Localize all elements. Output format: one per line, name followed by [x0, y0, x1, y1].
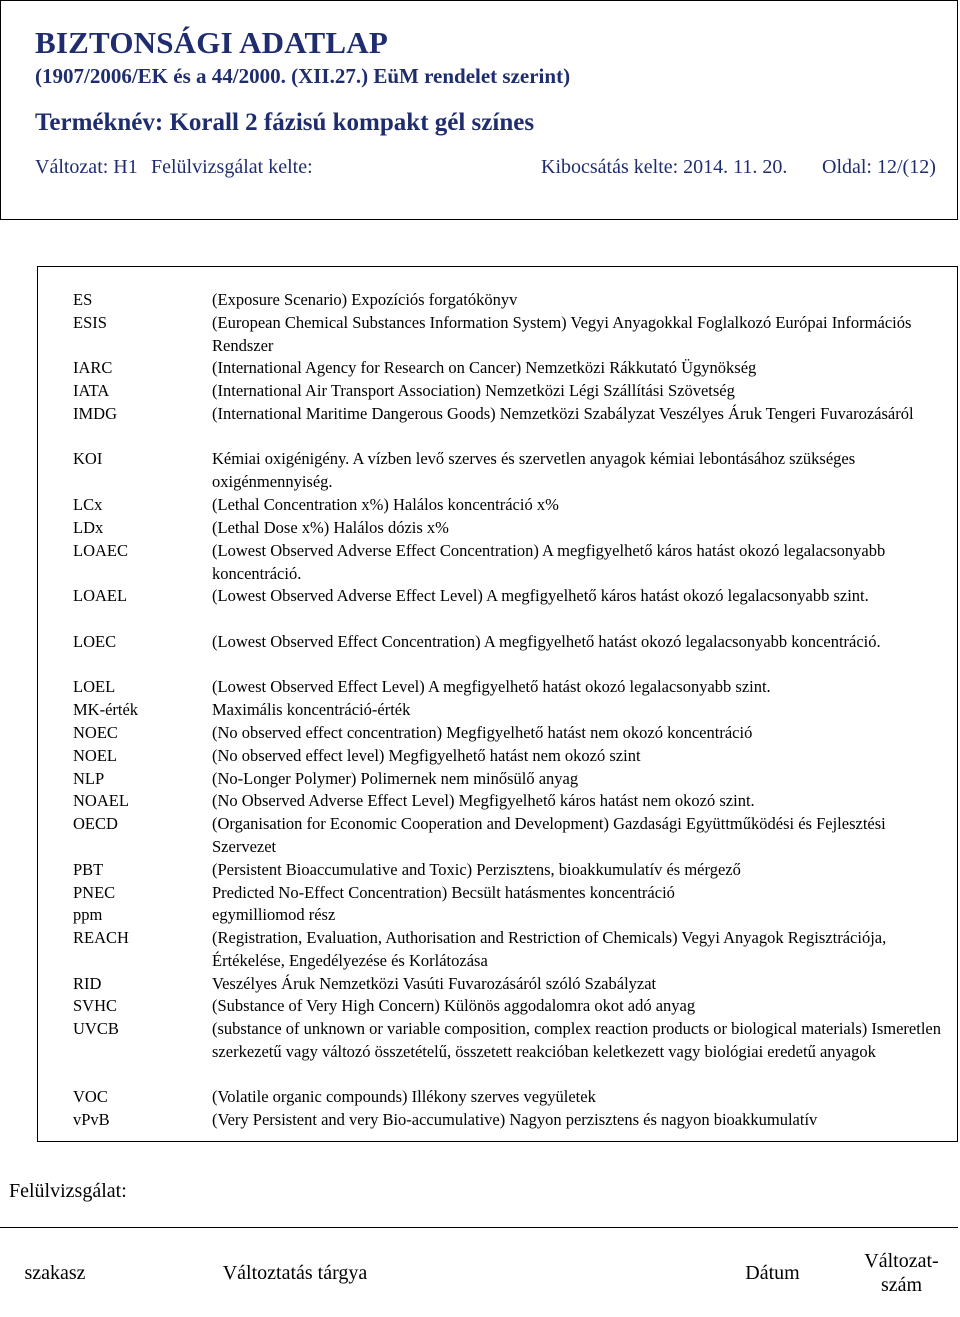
abbreviation-definition: (No observed effect concentration) Megfigyelhető hatást nem okozó koncentráció: [212, 723, 753, 742]
abbreviation-definition: (European Chemical Substances Information System) Vegyi Anyagokkal Foglalkozó Európai Információs Rendszer: [212, 313, 912, 355]
page-number: Oldal: 12/(12): [822, 156, 936, 178]
revision-date-label: Felülvizsgálat kelte:: [151, 156, 313, 178]
abbreviation-definition: (International Agency for Research on Cancer) Nemzetközi Rákkutató Ügynökség: [212, 358, 757, 377]
abbreviation-term: IATA: [73, 381, 110, 400]
abbreviation-definition: Kémiai oxigénigény. A vízben levő szerves és szervetlen anyagok kémiai lebontásához szükséges oxigénmennyiség.: [212, 449, 856, 491]
abbreviation-definition: (Volatile organic compounds) Illékony szerves vegyületek: [212, 1087, 596, 1106]
abbreviation-definition: (Lowest Observed Effect Level) A megfigyelhető hatást okozó legalacsonyabb szint.: [212, 677, 771, 696]
revision-label: Felülvizsgálat:: [9, 1180, 127, 1202]
abbreviation-term: LDx: [73, 518, 104, 537]
abbreviation-definition: (Substance of Very High Concern) Különös aggodalomra okot adó anyag: [212, 996, 696, 1015]
abbreviations-table: [37, 266, 958, 1142]
abbreviation-term: OECD: [73, 814, 118, 833]
abbreviation-definition: (Organisation for Economic Cooperation and Development) Gazdasági Együttműködési és Fejlesztési Szervezet: [212, 814, 886, 856]
abbreviation-term: UVCB: [73, 1019, 119, 1038]
abbreviation-term: IARC: [73, 358, 113, 377]
abbreviation-definition: (Lowest Observed Adverse Effect Level) A megfigyelhető káros hatást okozó legalacsonyabb szint.: [212, 586, 869, 605]
column-header-date: Dátum: [745, 1261, 800, 1284]
abbreviation-term: REACH: [73, 928, 129, 947]
abbreviation-definition: (International Maritime Dangerous Goods) Nemzetközi Szabályzat Veszélyes Áruk Tengeri Fuvarozásáról: [212, 404, 914, 423]
abbreviation-term: KOI: [73, 449, 103, 468]
revision-table: [0, 1227, 958, 1317]
abbreviation-definition: Maximális koncentráció-érték: [212, 700, 411, 719]
abbreviation-term: PBT: [73, 860, 104, 879]
column-header-section: szakasz: [24, 1261, 86, 1284]
abbreviation-definition: Veszélyes Áruk Nemzetközi Vasúti Fuvarozásáról szóló Szabályzat: [212, 974, 657, 993]
abbreviation-term: LOEL: [73, 677, 116, 696]
abbreviation-definition: (International Air Transport Association) Nemzetközi Légi Szállítási Szövetség: [212, 381, 735, 400]
abbreviation-definition: (Registration, Evaluation, Authorisation and Restriction of Chemicals) Vegyi Anyagok Regisztrációja, Értékelése, Engedélyezése és Korlátozása: [212, 928, 887, 970]
abbreviation-term: vPvB: [73, 1110, 110, 1129]
abbreviation-term: MK-érték: [73, 700, 139, 719]
version-label: Változat: H1: [35, 156, 138, 178]
abbreviation-term: NOAEL: [73, 791, 129, 810]
abbreviation-term: NOEL: [73, 746, 117, 765]
abbreviation-definition: (Persistent Bioaccumulative and Toxic) Perzisztens, bioakkumulatív és mérgező: [212, 860, 741, 879]
document-header: [0, 0, 958, 220]
abbreviation-term: LOAEL: [73, 586, 128, 605]
abbreviation-definition: (No-Longer Polymer) Polimernek nem minősülő anyag: [212, 769, 579, 788]
document-title: BIZTONSÁGI ADATLAP: [35, 25, 389, 60]
abbreviation-definition: (Very Persistent and very Bio-accumulative) Nagyon perzisztens és nagyon bioakkumulatív: [212, 1110, 818, 1129]
abbreviation-definition: (Lowest Observed Adverse Effect Concentration) A megfigyelhető káros hatást okozó legalacsonyabb koncentráció.: [212, 541, 886, 583]
abbreviation-term: LOAEC: [73, 541, 128, 560]
abbreviation-term: ES: [73, 290, 93, 309]
issue-date-label: Kibocsátás kelte: 2014. 11. 20.: [541, 156, 788, 178]
regulation-reference: (1907/2006/EK és a 44/2000. (XII.27.) EüM rendelet szerint): [35, 64, 571, 88]
abbreviation-definition: Predicted No-Effect Concentration) Becsült hatásmentes koncentráció: [212, 883, 675, 902]
abbreviation-term: VOC: [73, 1087, 108, 1106]
abbreviation-term: ESIS: [73, 313, 107, 332]
abbreviation-term: RID: [73, 974, 102, 993]
abbreviation-term: NOEC: [73, 723, 118, 742]
abbreviation-definition: egymilliomod rész: [212, 905, 336, 924]
abbreviation-definition: (Lethal Dose x%) Halálos dózis x%: [212, 518, 449, 537]
abbreviation-term: LCx: [73, 495, 103, 514]
abbreviation-definition: (No Observed Adverse Effect Level) Megfigyelhető káros hatást nem okozó szint.: [212, 791, 755, 810]
column-header-change-subject: Változtatás tárgya: [222, 1261, 368, 1284]
abbreviation-term: IMDG: [73, 404, 117, 423]
abbreviation-definition: (Lowest Observed Effect Concentration) A megfigyelhető hatást okozó legalacsonyabb koncentráció.: [212, 632, 881, 651]
abbreviation-definition: (Exposure Scenario) Expozíciós forgatókönyv: [212, 290, 518, 309]
abbreviation-term: SVHC: [73, 996, 118, 1015]
abbreviation-term: LOEC: [73, 632, 117, 651]
abbreviation-term: ppm: [73, 905, 103, 924]
abbreviation-term: PNEC: [73, 883, 116, 902]
abbreviation-definition: (No observed effect level) Megfigyelhető hatást nem okozó szint: [212, 746, 641, 765]
abbreviation-term: NLP: [73, 769, 105, 788]
abbreviation-definition: (substance of unknown or variable composition, complex reaction products or biological materials) Ismeretlen szerkezetű vagy változó összetételű, összetett reakcióban keletkezett vagy biológiai eredetű anyagok: [212, 1019, 941, 1061]
abbreviation-definition: (Lethal Concentration x%) Halálos koncentráció x%: [212, 495, 559, 514]
column-header-version-number: Változat-szám: [864, 1249, 939, 1296]
product-name: Terméknév: Korall 2 fázisú kompakt gél színes: [35, 109, 535, 136]
